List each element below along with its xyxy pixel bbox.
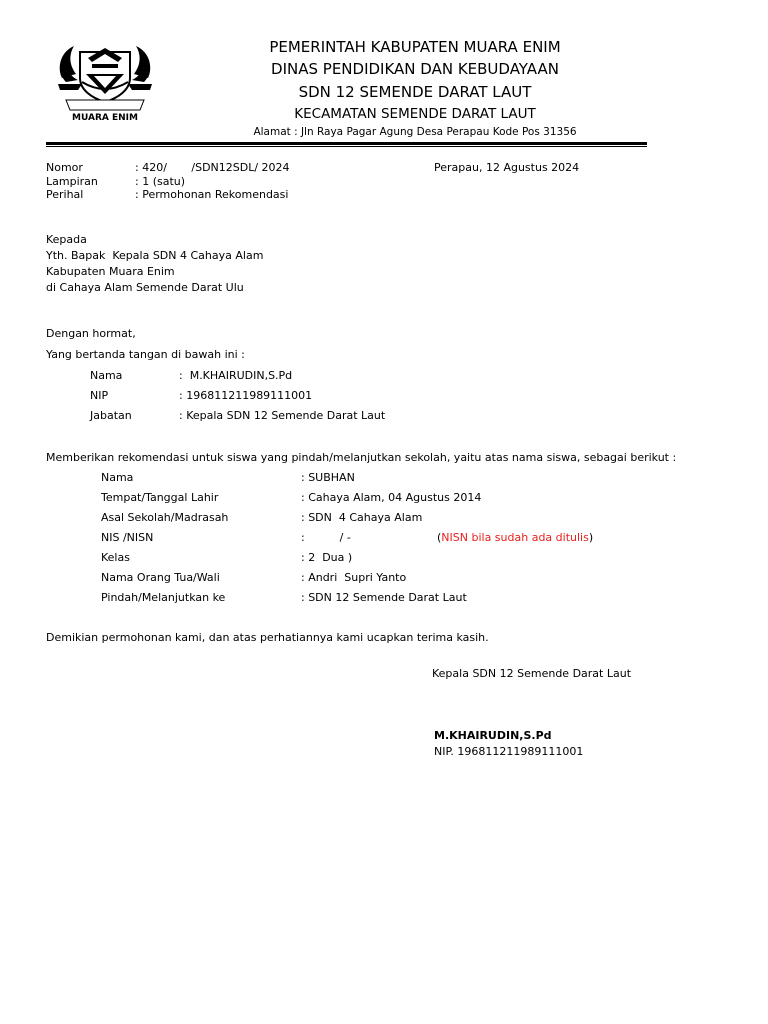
student-pindah-value: : SDN 12 Semende Darat Laut: [301, 591, 467, 604]
signer-nip-value: : 196811211989111001: [179, 389, 313, 402]
intro-text: Yang bertanda tangan di bawah ini :: [46, 348, 245, 361]
header-school: SDN 12 SEMENDE DARAT LAUT: [298, 83, 532, 101]
perihal-label: Perihal: [46, 188, 84, 201]
signer-jabatan-label: Jabatan: [90, 409, 132, 422]
header-district: KECAMATAN SEMENDE DARAT LAUT: [294, 106, 536, 122]
recipient-location: di Cahaya Alam Semende Darat Ulu: [46, 281, 244, 294]
student-asal-value: : SDN 4 Cahaya Alam: [301, 511, 423, 524]
signer-nama-value: : M.KHAIRUDIN,S.Pd: [179, 369, 293, 382]
nomor-value: : 420/ /SDN12SDL/ 2024: [135, 161, 290, 174]
student-kelas-value: : 2 Dua ): [301, 551, 353, 564]
nisn-note-text: NISN bila sudah ada ditulis: [441, 531, 589, 544]
recipient-kepada: Kepada: [46, 233, 87, 246]
student-nisn-value: : / -: [301, 531, 351, 544]
student-nisn-label: NIS /NISN: [101, 531, 154, 544]
nomor-label: Nomor: [46, 161, 83, 174]
student-pindah-label: Pindah/Melanjutkan ke: [101, 591, 226, 604]
logo-caption: MUARA ENIM: [72, 113, 138, 122]
signature-nip: NIP. 196811211989111001: [434, 745, 584, 758]
recipient-regency: Kabupaten Muara Enim: [46, 265, 175, 278]
signature-title: Kepala SDN 12 Semende Darat Laut: [432, 667, 632, 680]
signer-nip-label: NIP: [90, 389, 109, 402]
signer-nama-label: Nama: [90, 369, 123, 382]
nisn-note-close: ): [588, 531, 594, 544]
letterhead-rule-thick: [46, 142, 647, 145]
letterhead-rule-thin: [46, 146, 647, 147]
student-nama-label: Nama: [101, 471, 134, 484]
closing-text: Demikian permohonan kami, dan atas perhatiannya kami ucapkan terima kasih.: [46, 631, 489, 644]
student-asal-label: Asal Sekolah/Madrasah: [101, 511, 229, 524]
recipient-name: Yth. Bapak Kepala SDN 4 Cahaya Alam: [46, 249, 264, 262]
nisn-note-open: (: [437, 531, 442, 544]
header-government: PEMERINTAH KABUPATEN MUARA ENIM: [269, 38, 561, 56]
perihal-value: : Permohonan Rekomendasi: [135, 188, 289, 201]
student-ttl-value: : Cahaya Alam, 04 Agustus 2014: [301, 491, 482, 504]
muara-enim-logo: [52, 38, 158, 122]
header-department: DINAS PENDIDIKAN DAN KEBUDAYAAN: [271, 60, 559, 78]
student-kelas-label: Kelas: [101, 551, 130, 564]
student-wali-label: Nama Orang Tua/Wali: [101, 571, 220, 584]
signer-jabatan-value: : Kepala SDN 12 Semende Darat Laut: [179, 409, 386, 422]
header-address: Alamat : Jln Raya Pagar Agung Desa Perapau Kode Pos 31356: [253, 126, 577, 138]
greeting: Dengan hormat,: [46, 327, 136, 340]
lampiran-value: : 1 (satu): [135, 175, 186, 188]
signature-name: M.KHAIRUDIN,S.Pd: [434, 729, 552, 742]
student-nama-value: : SUBHAN: [301, 471, 355, 484]
place-date: Perapau, 12 Agustus 2024: [434, 161, 580, 174]
student-ttl-label: Tempat/Tanggal Lahir: [101, 491, 219, 504]
student-wali-value: : Andri Supri Yanto: [301, 571, 407, 584]
nisn-note: [437, 531, 593, 544]
lampiran-label: Lampiran: [46, 175, 98, 188]
recommendation-text: Memberikan rekomendasi untuk siswa yang pindah/melanjutkan sekolah, yaitu atas nama siswa, sebagai berikut :: [46, 451, 677, 464]
